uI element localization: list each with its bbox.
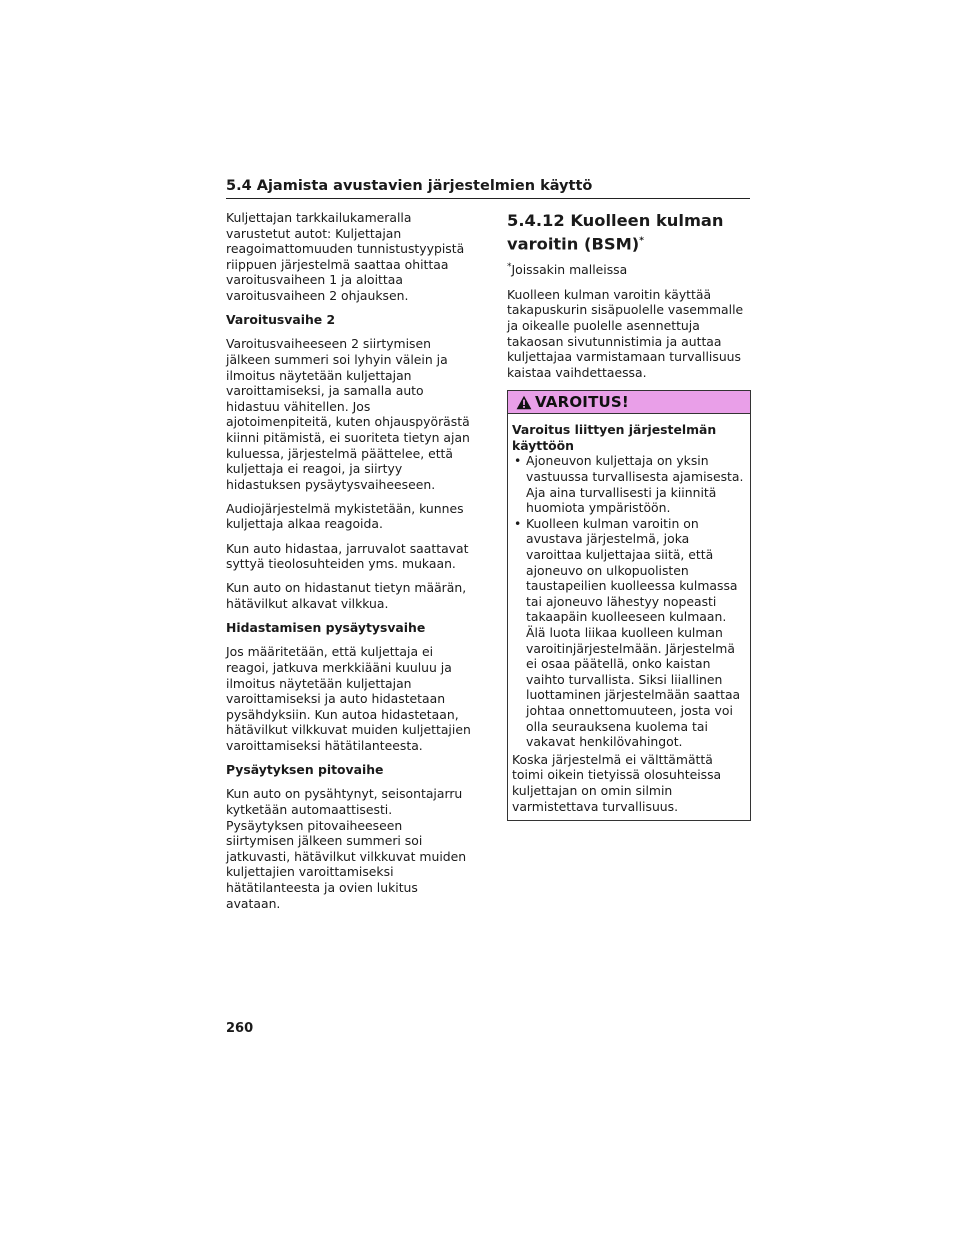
footnote-marker: * (507, 262, 512, 273)
warning-label: VAROITUS! (535, 392, 629, 411)
warning-box (507, 390, 751, 821)
page-number: 260 (226, 1021, 254, 1036)
list-item: • Ajoneuvon kuljettaja on yksin vastuussa turvallisesta ajamisesta. Aja aina turvallisesti ja kiinnitä huomiota ympäristöön. (512, 453, 745, 515)
paragraph: Varoitusvaiheeseen 2 siirtymisen jälkeen summeri soi lyhyin välein ja ilmoitus näytetään kuljettajan varoittamiseksi, ja samalla auto hidastuu vähitellen. Jos ajotoimenpiteitä, kuten ohjauspyörästä kiinni pitämistä, ei suoriteta tietyn ajan kuluessa, järjestelmä päättelee, että kuljettaja ei reagoi, ja siirtyy hidastuksen pysäytysvaiheeseen. (226, 336, 470, 492)
warning-triangle-icon (516, 395, 532, 410)
availability-note-text: Joissakin malleissa (511, 262, 628, 278)
warning-subtitle: Varoitus liittyen järjestelmän käyttöön (512, 422, 717, 453)
warning-footer: Koska järjestelmä ei välttämättä toimi oikein tietyissä olosuhteissa kuljettajan on omin silmin varmistettava turvallisuus. (512, 751, 722, 814)
paragraph: Kun auto on hidastanut tietyn määrän, hätävilkut alkavat vilkkua. (226, 580, 467, 612)
warning-list (512, 453, 745, 749)
paragraph: Kun auto on pysähtynyt, seisontajarru kytketään automaattisesti. Pysäytyksen pitovaiheeseen siirtymisen jälkeen summeri soi jatkuvasti, hätävilkut vilkkuvat muiden kuljettajien varoittamiseksi hätätilanteesta ja ovien lukitus avataan. (226, 786, 467, 911)
paragraph: Audiojärjestelmä mykistetään, kunnes kuljettaja alkaa reagoida. (226, 500, 464, 532)
paragraph: Jos määritetään, että kuljettaja ei reagoi, jatkuva merkkiääni kuuluu ja ilmoitus näytetään kuljettajan varoittamiseksi ja auto hidastetaan pysähdyksiin. Kun autoa hidastetaan, hätävilkut vilkkuvat muiden kuljettajien varoittamiseksi hätätilanteesta. (226, 644, 471, 753)
paragraph: Kuljettajan tarkkailukameralla varustetut autot: Kuljettajan reagoimattomuuden tunnistustyypistä riippuen järjestelmä saattaa ohittaa varoitusvaiheen 1 ja aloittaa varoitusvaiheen 2 ohjauksen. (226, 210, 465, 303)
subheading-warning-stage-2: Varoitusvaihe 2 (226, 312, 336, 328)
subheading-deceleration-stop-stage: Hidastamisen pysäytysvaihe (226, 620, 426, 636)
paragraph: Kun auto hidastaa, jarruvalot saattavat syttyä tieolosuhteiden yms. mukaan. (226, 540, 469, 572)
section-header: 5.4 Ajamista avustavien järjestelmien käyttö (226, 178, 750, 199)
warning-header (508, 391, 750, 414)
footnote-marker: * (639, 236, 644, 246)
right-column (507, 210, 753, 821)
intro-paragraph: Kuolleen kulman varoitin käyttää takapuskurin sisäpuolelle vasemmalle ja oikealle puolelle asennettuja takaosan sivutunnistimia ja auttaa kuljettajaa varmistamaan turvallisuus kaistaa vaihdettaessa. (507, 286, 744, 380)
section-title (507, 210, 753, 254)
left-column (226, 210, 472, 920)
section-title-text: 5.4.12 Kuolleen kulman varoitin (BSM) (507, 211, 724, 254)
list-item: • Kuolleen kulman varoitin on avustava järjestelmä, joka varoittaa kuljettajaa siitä, että ajoneuvo on ulkopuolisten taustapeilien kuolleessa kulmassa tai ajoneuvo lähestyy nopeasti takaapäin kuolleeseen kulmaan. Älä luota liikaa kuolleen kulman varoitinjärjestelmään. Järjestelmä ei osaa päätellä, onko kaistan vaihto turvallista. Siksi liiallinen luottaminen järjestelmään saattaa johtaa onnettomuuteen, josta voi olla seurauksena kuolema tai vakavat henkilövahingot. (512, 516, 745, 750)
subheading-stop-hold-stage: Pysäytyksen pitovaihe (226, 762, 384, 778)
warning-body (508, 414, 750, 820)
availability-note (507, 260, 753, 278)
